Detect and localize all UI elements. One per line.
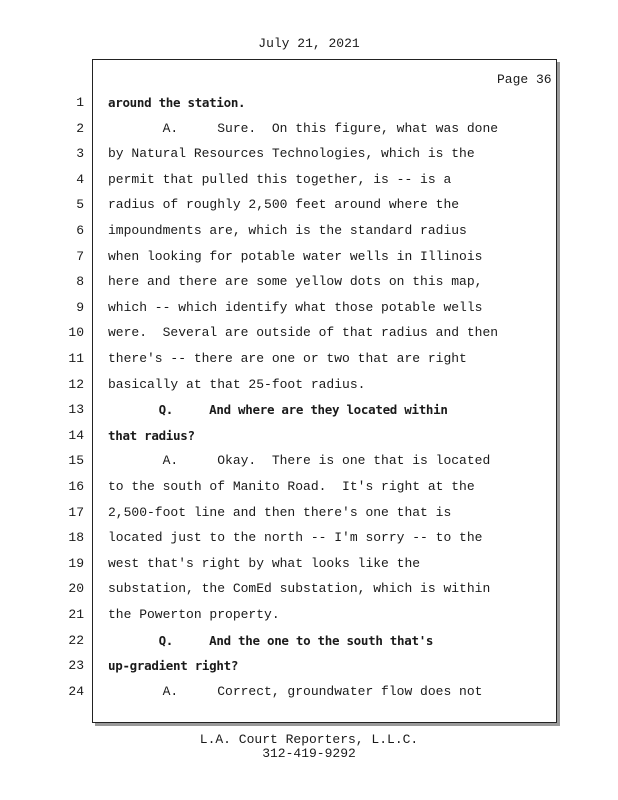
line-text: the Powerton property. [108, 607, 280, 622]
line-number: 16 [68, 479, 84, 494]
line-number: 17 [68, 505, 84, 520]
line-number: 18 [68, 530, 84, 545]
line-text: radius of roughly 2,500 feet around where the [108, 197, 460, 212]
line-text: A. Okay. There is one that is located [108, 453, 491, 468]
line-number: 12 [68, 377, 84, 392]
line-text: when looking for potable water wells in Illinois [108, 249, 483, 264]
line-text: substation, the ComEd substation, which is within [108, 581, 491, 596]
line-text: that radius? [108, 428, 195, 443]
line-text: up-gradient right? [108, 658, 239, 673]
line-number: 11 [68, 351, 84, 366]
line-text: west that's right by what looks like the [108, 556, 421, 571]
line-number: 8 [76, 274, 84, 289]
line-text: there's -- there are one or two that are right [108, 351, 467, 366]
line-text: were. Several are outside of that radius and then [108, 325, 499, 340]
line-text: A. Sure. On this figure, what was done [108, 121, 499, 136]
line-number: 5 [76, 197, 84, 212]
footer-company: L.A. Court Reporters, L.L.C. [199, 732, 419, 747]
line-number: 21 [68, 607, 84, 622]
line-text: permit that pulled this together, is -- is a [108, 172, 452, 187]
line-number: 15 [68, 453, 84, 468]
header-date: July 21, 2021 [258, 36, 360, 51]
line-text: around the station. [108, 95, 246, 110]
line-text: by Natural Resources Technologies, which is the [108, 146, 475, 161]
line-text: A. Correct, groundwater flow does not [108, 684, 483, 699]
line-number: 24 [68, 684, 84, 699]
line-text: located just to the north -- I'm sorry -- to the [108, 530, 483, 545]
line-text: Q. And where are they located within [108, 402, 448, 417]
line-number: 10 [68, 325, 84, 340]
line-number: 4 [76, 172, 84, 187]
line-number: 23 [68, 658, 84, 673]
line-number: 7 [76, 249, 84, 264]
line-number: 22 [68, 633, 84, 648]
line-text: which -- which identify what those potable wells [108, 300, 483, 315]
line-text: basically at that 25-foot radius. [108, 377, 366, 392]
line-text: 2,500-foot line and then there's one that is [108, 505, 452, 520]
line-number: 20 [68, 581, 84, 596]
line-number: 3 [76, 146, 84, 161]
line-number: 19 [68, 556, 84, 571]
line-number: 9 [76, 300, 84, 315]
line-number: 1 [76, 95, 84, 110]
footer [0, 733, 618, 761]
line-number: 14 [68, 428, 84, 443]
footer-phone: 312-419-9292 [262, 746, 356, 761]
line-text: to the south of Manito Road. It's right at the [108, 479, 475, 494]
line-number: 2 [76, 121, 84, 136]
line-text: Q. And the one to the south that's [108, 633, 434, 648]
page-number: Page 36 [497, 72, 552, 87]
line-text: impoundments are, which is the standard radius [108, 223, 467, 238]
line-number: 13 [68, 402, 84, 417]
line-number: 6 [76, 223, 84, 238]
line-text: here and there are some yellow dots on this map, [108, 274, 483, 289]
